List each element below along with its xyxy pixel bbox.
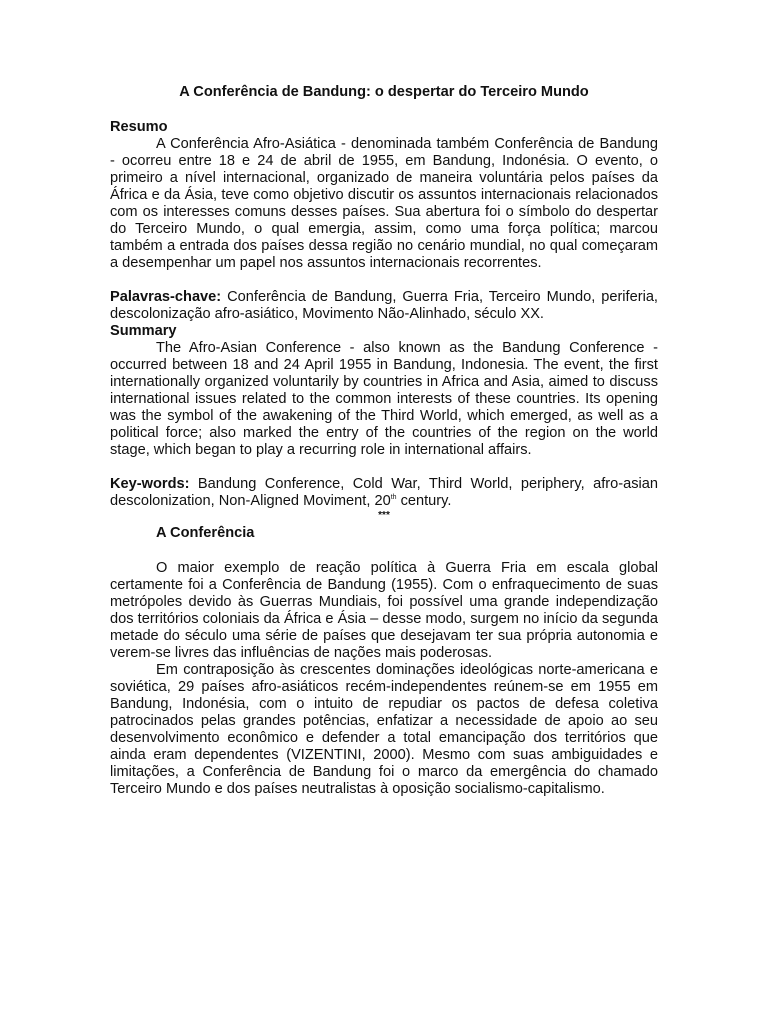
palavras-chave-label: Palavras-chave: [110,289,222,305]
palavras-chave-paragraph [110,289,658,323]
resumo-heading: Resumo [110,119,168,135]
keywords-text: Bandung Conference, Cold War, Third World, periphery, afro-asian descolonization, Non-Aligned Moviment, 20 [110,476,658,509]
document-title: A Conferência de Bandung: o despertar do Terceiro Mundo [179,84,589,100]
resumo-paragraph: A Conferência Afro-Asiática - denominada também Conferência de Bandung - ocorreu entre 18 e 24 de abril de 1955, em Bandung, Indonésia. O evento, o primeiro a nível internacional, organizado de maneira voluntária pelos países da África e da Ásia, teve como objetivo discutir os assuntos internacionais relacionados com os interesses comuns desses países. Sua abertura foi o símbolo do despertar do Terceiro Mundo, o qual emergia, assim, como uma força política; marcou também a entrada dos países dessa região no cenário mundial, no qual começaram a desempenhar um papel nos assuntos internacionais recorrentes. [110,136,658,271]
section-paragraph-1: O maior exemplo de reação política à Guerra Fria em escala global certamente foi a Conferência de Bandung (1955). Com o enfraquecimento de suas metrópoles devido às Guerras Mundiais, foi possível uma grande independização dos territórios coloniais da África e Ásia – desse modo, surgem no início da segunda metade do século uma série de países que desejavam ter sua própria autonomia e verem-se livres das influências de nações mais poderosas. [110,560,658,661]
summary-heading: Summary [110,323,177,339]
keywords-superscript: th [390,494,397,502]
section-heading: A Conferência [156,525,255,541]
palavras-chave-text: Conferência de Bandung, Guerra Fria, Terceiro Mundo, periferia, descolonização afro-asiático, Movimento Não-Alinhado, século XX. [110,289,658,322]
keywords-paragraph [110,476,658,510]
keywords-label: Key-words: [110,476,190,492]
section-paragraph-2: Em contraposição às crescentes dominações ideológicas norte-americana e soviética, 29 países afro-asiáticos recém-independentes reúnem-se em 1955 em Bandung, Indonésia, com o intuito de repudiar os pactos de defesa coletiva patrocinados pelas grandes potências, enfatizar a necessidade de apoio ao seu desenvolvimento econômico e defender a total emancipação dos territórios que ainda eram dependentes (VIZENTINI, 2000). Mesmo com suas ambiguidades e limitações, a Conferência de Bandung foi o marco da emergência do chamado Terceiro Mundo e dos países neutralistas à oposição socialismo-capitalismo. [110,662,658,797]
keywords-text-end: century. [396,493,452,509]
section-separator: *** [378,510,390,521]
summary-paragraph: The Afro-Asian Conference - also known as the Bandung Conference - occurred between 18 and 24 April 1955 in Bandung, Indonesia. The event, the first internationally organized voluntarily by countries in Africa and Asia, aimed to discuss international issues related to the common interests of these countries. Its opening was the symbol of the awakening of the Third World, which emerged, as well as a political force; also marked the entry of the countries of the region on the world stage, which began to play a recurring role in international affairs. [110,340,658,458]
